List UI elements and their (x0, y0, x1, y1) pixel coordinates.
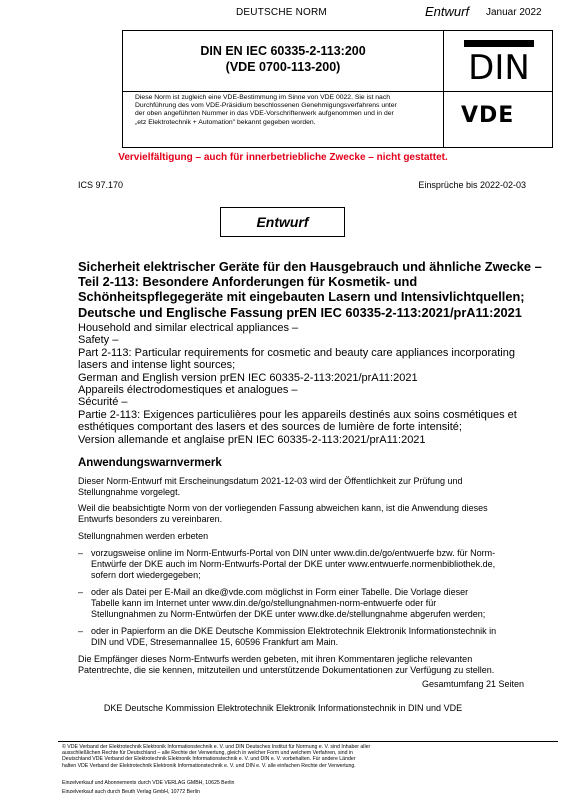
title-line: Partie 2-113: Exigences particulières pour les appareils destinés aux soins cosmétiques et (78, 408, 517, 421)
title-block (122, 30, 553, 148)
title-line: Sécurité – (78, 396, 128, 409)
list-line: oder in Papierform an die DKE Deutsche Kommission Elektrotechnik Elektronik Informationstechnik in (91, 626, 497, 636)
vde-statement-line: der oben angeführten Nummer in das VDE-Vorschriftenwerk aufgenommen und in der (135, 110, 394, 118)
title-line: Schönheitspflegegeräte mit eingebauten Lasern und Intensivlichtquellen; (78, 289, 525, 305)
list-dash: – (78, 548, 84, 558)
title-line: Appareils électrodomestiques et analogues – (78, 384, 298, 396)
sales-info-vde: Einzelverkauf und Abonnements durch VDE VERLAG GMBH, 10625 Berlin (62, 780, 235, 786)
comment-deadline: Einsprüche bis 2022-02-03 (418, 180, 526, 190)
title-line: lasers and intense light sources; (78, 359, 236, 372)
title-line: Version allemande et anglaise prEN IEC 60335-2-113:2021/prA11:2021 (78, 433, 426, 446)
vde-number: (VDE 0700-113-200) (225, 60, 341, 74)
sales-info-beuth: Einzelverkauf auch durch Beuth Verlag GmbH, 10772 Berlin (62, 789, 200, 795)
ics-code: ICS 97.170 (78, 180, 124, 190)
din-logo-text: DIN (468, 48, 530, 83)
title-line: Part 2-113: Particular requirements for cosmetic and beauty care appliances incorporating (78, 346, 515, 359)
warning-paragraph-4 (78, 654, 540, 676)
vde-statement (135, 94, 439, 127)
copyright-notice (62, 744, 552, 769)
paragraph-line: Stellungnahme vorgelegt. (78, 487, 181, 497)
title-german (78, 259, 542, 320)
paragraph-line: Patentrechte, die sie kennen, mitzuteilen und unterstützende Dokumentationen zur Verfügung zu stellen. (78, 665, 495, 675)
dke-line: DKE Deutsche Kommission Elektrotechnik Elektronik Informationstechnik in DIN und VDE (103, 703, 463, 713)
title-line: Safety – (78, 334, 119, 347)
title-line: Sicherheit elektrischer Geräte für den Hausgebrauch und ähnliche Zwecke – (78, 259, 542, 274)
title-english (78, 322, 538, 384)
list-item (78, 587, 540, 621)
total-pages: Gesamtumfang 21 Seiten (421, 679, 524, 689)
paragraph-line: Dieser Norm-Entwurf mit Erscheinungsdatum 2021-12-03 wird der Öffentlichkeit zur Prüfung und (78, 476, 463, 486)
list-line: DIN und VDE, Stresemannallee 15, 60596 Frankfurt am Main. (91, 637, 339, 647)
divider-horizontal (123, 91, 552, 92)
copyright-line: Deutschland VDE Verband der Elektrotechnik Elektronik Informationstechnik e. V. und DIN e. V. vorbehalten. Für andere Länder (62, 756, 356, 763)
list-line: sofern dort wiedergegeben; (91, 570, 201, 580)
copyright-line: halten VDE Verband der Elektrotechnik Elektronik Informationstechnik e. V. und DIN e. V. alle einfachen Rechte der Verwertung. (62, 762, 356, 769)
paragraph-line: Stellungnahmen werden erbeten (78, 531, 209, 541)
list-line: Tabelle kann im Internet unter www.din.de/go/stellungnahmen-norm-entwuerfe oder für (91, 598, 437, 608)
vde-statement-line: Durchführung des vom VDE-Präsidium beschlossenen Genehmigungsverfahrens unter (135, 102, 397, 110)
din-logo (463, 39, 535, 83)
list-line: oder als Datei per E-Mail an dke@vde.com möglichst in Form einer Tabelle. Die Vorlage dieser (91, 587, 469, 597)
paragraph-line: Die Empfänger dieses Norm-Entwurfs werden gebeten, mit ihren Kommentaren jegliche relevanten (78, 654, 473, 664)
warning-heading: Anwendungswarnvermerk (78, 457, 222, 469)
list-dash: – (78, 626, 84, 636)
paragraph-line: Weil die beabsichtigte Norm von der vorliegenden Fassung abweichen kann, ist die Anwendung dieses (78, 503, 488, 513)
norm-label: DEUTSCHE NORM (236, 7, 327, 18)
divider-vertical (443, 31, 444, 147)
list-line: Entwürfe der DKE auch im Norm-Entwurfs-Portal der DKE unter www.entwuerfe.normenbibliothek.de, (91, 559, 496, 569)
standard-number: DIN EN IEC 60335-2-113:200 (200, 44, 366, 58)
draft-box: Entwurf (220, 207, 345, 237)
copyright-line: © VDE Verband der Elektrotechnik Elektronik Informationstechnik e. V. und DIN Deutsches Institut für Normung e. V. sind Inhaber aller (62, 744, 371, 750)
vde-logo: VDE (461, 103, 515, 128)
title-french (78, 384, 538, 446)
footer-divider (58, 741, 558, 742)
copy-notice: Vervielfältigung – auch für innerbetriebliche Zwecke – nicht gestattet. (118, 152, 448, 163)
warning-paragraph-3 (78, 531, 540, 542)
title-line: esthétiques comportant des lasers et des sources de lumière de forte intensité; (78, 421, 462, 434)
list-line: vorzugsweise online im Norm-Entwurfs-Portal von DIN unter www.din.de/go/entwuerfe bzw. für Norm- (91, 548, 496, 558)
paragraph-line: Entwurfs besonders zu vereinbaren. (78, 514, 223, 524)
title-line: Household and similar electrical appliances – (78, 322, 299, 334)
list-item (78, 548, 540, 582)
issue-date: Januar 2022 (486, 7, 542, 18)
list-dash: – (78, 587, 84, 597)
status-label: Entwurf (425, 4, 470, 19)
vde-statement-line: Diese Norm ist zugleich eine VDE-Bestimmung im Sinne von VDE 0022. Sie ist nach (135, 94, 390, 101)
title-line: Deutsche und Englische Fassung prEN IEC 60335-2-113:2021/prA11:2021 (78, 304, 522, 320)
list-line: Stellungnahmen zu Norm-Entwürfen der DKE unter www.dke.de/stellungnahme abgerufen werden; (91, 609, 486, 619)
list-item (78, 626, 540, 650)
vde-statement-line: „etz Elektrotechnik + Automation" bekannt gegeben worden. (135, 118, 316, 126)
title-line: German and English version prEN IEC 60335-2-113:2021/prA11:2021 (78, 371, 418, 384)
copyright-line: ausschließlichen Rechte für Deutschland – alle Rechte der Verwertung, gleich in welcher Form und welchem Verfahren, sind in (62, 750, 353, 757)
warning-paragraph-2 (78, 503, 540, 525)
title-line: Teil 2-113: Besondere Anforderungen für Kosmetik- und (78, 274, 418, 290)
warning-paragraph-1 (78, 476, 540, 498)
